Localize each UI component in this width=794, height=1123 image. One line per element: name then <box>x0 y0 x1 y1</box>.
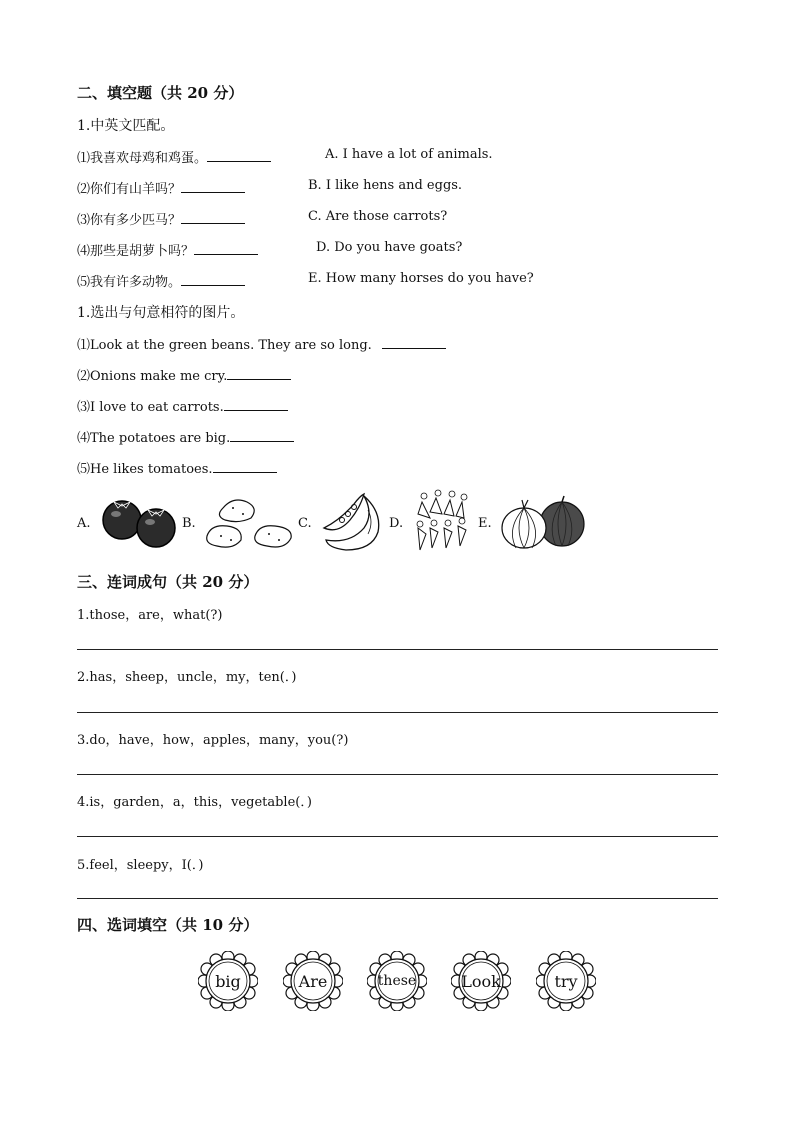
matching-cn-4: ⑷那些是胡萝卜吗？ <box>77 240 258 259</box>
answer-blank[interactable] <box>213 460 277 473</box>
word-are: Are <box>298 971 328 991</box>
matching-en-3: C. Are those carrots? <box>308 209 448 224</box>
answer-blank[interactable] <box>181 180 245 193</box>
answer-blank[interactable] <box>181 273 245 286</box>
section-4-title: 四、选词填空（共 10 分） <box>77 916 259 934</box>
answer-line[interactable] <box>77 898 718 899</box>
picture-sentence-2: ⑵Onions make me cry. <box>77 365 291 384</box>
word-look: Look <box>461 971 501 991</box>
matching-cn-2: ⑵你们有山羊吗？ <box>77 178 245 197</box>
answer-blank[interactable] <box>227 367 291 380</box>
word-order-item-3: 3.do，have，how，apples，many，you(?) <box>77 733 349 748</box>
word-order-item-5: 5.feel，sleepy，I(．) <box>77 858 204 873</box>
word-flower-big <box>198 951 258 1011</box>
word-flower-look <box>451 951 511 1011</box>
answer-blank[interactable] <box>194 242 258 255</box>
word-big: big <box>215 971 241 991</box>
matching-cn-3: ⑶你有多少匹马？ <box>77 209 245 228</box>
section-3-title: 三、连词成句（共 20 分） <box>77 573 259 591</box>
picture-sentence-1: ⑴Look at the green beans. They are so long. <box>77 334 446 353</box>
option-e-label: E. <box>478 516 492 531</box>
matching-cn-5: ⑸我有许多动物。 <box>77 271 245 290</box>
answer-blank[interactable] <box>207 149 271 162</box>
option-a-label: A. <box>77 516 91 531</box>
answer-line[interactable] <box>77 712 718 713</box>
word-flower-are <box>283 951 343 1011</box>
potato-icon <box>203 494 297 552</box>
picture-sentence-4: ⑷The potatoes are big. <box>77 427 294 446</box>
answer-line[interactable] <box>77 836 718 837</box>
option-c-label: C. <box>298 516 312 531</box>
answer-blank[interactable] <box>224 398 288 411</box>
q2-heading: 1.选出与句意相符的图片。 <box>77 305 245 321</box>
word-order-item-2: 2.has，sheep，uncle，my，ten(．) <box>77 670 297 685</box>
option-d-label: D. <box>389 516 404 531</box>
picture-sentence-5: ⑸He likes tomatoes. <box>77 458 277 477</box>
word-flower-these <box>367 951 427 1011</box>
matching-en-2: B. I like hens and eggs. <box>308 178 463 193</box>
q1-heading: 1.中英文匹配。 <box>77 118 175 134</box>
picture-sentence-3: ⑶I love to eat carrots. <box>77 396 288 415</box>
matching-en-4: D. Do you have goats? <box>316 240 463 255</box>
matching-en-1: A. I have a lot of animals. <box>325 147 493 162</box>
answer-blank[interactable] <box>382 336 446 349</box>
answer-line[interactable] <box>77 774 718 775</box>
section-2-title: 二、填空题（共 20 分） <box>77 84 244 102</box>
carrot-icon <box>410 488 476 552</box>
word-order-item-1: 1.those，are，what(?) <box>77 608 223 623</box>
word-these: these <box>377 973 417 989</box>
word-try: try <box>554 971 578 991</box>
matching-cn-1: ⑴我喜欢母鸡和鸡蛋。 <box>77 147 271 166</box>
answer-line[interactable] <box>77 649 718 650</box>
tomato-icon <box>100 494 180 550</box>
option-b-label: B. <box>182 516 196 531</box>
word-flower-try <box>536 951 596 1011</box>
onion-icon <box>498 494 588 552</box>
answer-blank[interactable] <box>181 211 245 224</box>
green-bean-icon <box>320 490 386 554</box>
matching-en-5: E. How many horses do you have? <box>308 271 534 286</box>
answer-blank[interactable] <box>230 429 294 442</box>
word-order-item-4: 4.is，garden，a，this，vegetable(．) <box>77 795 312 810</box>
